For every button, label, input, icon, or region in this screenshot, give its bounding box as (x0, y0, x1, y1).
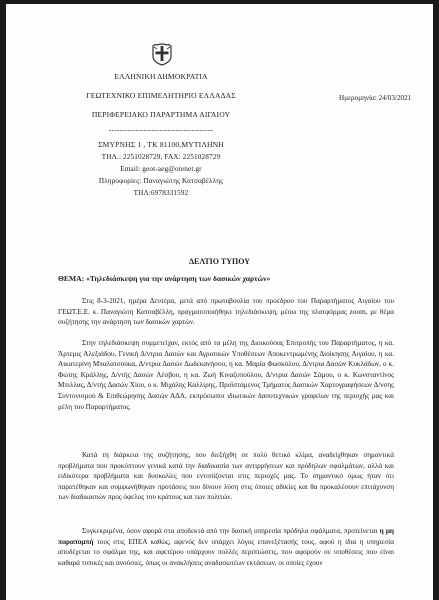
subject-label: ΘΕΜΑ: (58, 274, 85, 283)
header-separator: --------------------------------------- (108, 125, 214, 134)
document-title: ΔΕΛΤΙΟ ΤΥΠΟΥ (189, 257, 250, 266)
paragraph-4 (58, 526, 394, 568)
document-subject (58, 274, 270, 283)
header-email: Email: geot-aeg@otenet.gr (120, 165, 202, 173)
document-page (6, 4, 433, 600)
header-mobile: ΤΗΛ:6978331592 (133, 189, 189, 197)
paragraph-4-start: Συγκεκριμένα, όσον αφορά στα αποδεκτά από την δασική υπηρεσία πρόδηλα σφάλματα, προτείνεται (82, 527, 380, 535)
header-address: ΣΜΥΡΝΗΣ 1 , ΤΚ 81100,ΜΥΤΙΛΗΝΗ (98, 140, 224, 149)
paragraph-4-emphasis: η μη παραπομπή (58, 527, 394, 546)
header-org: ΓΕΩΤΕΧΝΙΚΟ ΕΠΙΜΕΛΗΤΗΡΙΟ ΕΛΛΑΔΑΣ (86, 91, 236, 100)
paragraph-3: Κατά τη διάρκεια της συζήτησης, που διεξήχθη σε πολύ θετικό κλίμα, αναδείχθηκαν σημαντικά προβλήματα που προκύπτουν γενικά κατά την διαδικασία των αντιρρήσεων και πρόδηλων σφαλμάτων, αλλά και ειδικότερα προβλήματα και δυσκολίες που εντοπίζονται στις περιοχές μας. Το σημαντικό όμως ήταν ότι παρατέθηκαν και συμφωνήθηκαν προτάσεις που δίνουν λύση στις όποιες αδικίες και θα προκαλέσουν επιτάχυνση των διαδικασιών προς όφελος του κράτους και των πολιτών. (58, 451, 394, 502)
paragraph-2: Στην τηλεδιάσκεψη συμμετείχαν, εκτός από τα μέλη της Διοικούσας Επιτροπής του Παραρτήματος, η κα. Άρτεμις Αλεξιάδου, Γενική Δ/ντρια Δασών και Αγροτικών Υποθέσεων Αποκεντρωμένης Διοίκησης Αιγαίου, η κα. Αικατερίνη Μπαλατσούκα, Δ/ντρια Δασών Δωδεκανήσου, η κα. Μαρία Φωσκόλου, Δ/ντρια Δασών Κυκλάδων, ο κ. Φώτης Κράλλης, Δ/ντής Δασών Λέσβου, η κα. Ζωή Κιναζοπούλου, Δ/ντρια Δασών Σάμου, ο κ. Κωνσταντίνος Μπιλλας, Δ/ντής Δασών Χίου, ο κ. Μιχάλης Καλλίρης, Προϊστάμενος Τμήματος Δασικών Χαρτογραφήσεων Δ/νσης Συντονισμού & Επιθεώρησης Δασών ΑΔΑ, εκπρόσωποι ιδιωτικών δασοτεχνικών γραφείων της περιοχής μας και μέλη του Παραρτήματος. (58, 339, 394, 411)
document-date: Ημερομηνία: 24/03/2021 (339, 94, 412, 102)
header-republic: ΕΛΛΗΝΙΚΗ ΔΗΜΟΚΡΑΤΙΑ (114, 72, 208, 81)
greek-emblem-icon (151, 42, 173, 66)
paragraph-4-end: τους στις ΕΠΕΑ καθώς, αφενός δεν υπάρχει λόγος επανεξέτασής τους, αφού η ίδια η υπηρεσία αποδέχεται το σφάλμα της, και αφετέρου υπάρχουν πολλές περιπτώσεις, που αφορούν σε υποθέσεις που είναι καθαρά τυπικές και ανούσιες, όπως οι ανακλήσεις αναδασωτέων εκτάσεων, οι οποίες έχουν (58, 537, 394, 567)
subject-text: «Τηλεδιάσκεψη για την ανάρτηση των δασικών χαρτών» (86, 274, 271, 283)
header-phones: ΤΗΛ.: 2251028729, FAX: 2251028729 (101, 153, 221, 161)
header-info: Πληροφορίες: Παναγιώτης Κατσαβέλλης (98, 177, 224, 185)
paragraph-1: Στις 8-3-2021, ημέρα Δευτέρα, μετά από πρωτοβουλία του προέδρου του Παραρτήματος Αιγαίου του ΓΕΩΤ.Ε.Ε. κ. Παναγιώτη Κατσαβέλλη, πραγματοποιήθηκε τηλεδιάσκεψη, μέσω της πλατφόρμας zoom, με θέμα συζήτησης την ανάρτηση των δασικών χαρτών. (58, 297, 394, 327)
header-branch: ΠΕΡΙΦΕΡΕΙΑΚΟ ΠΑΡΑΡΤΗΜΑ ΑΙΓΑΙΟΥ (91, 110, 231, 119)
